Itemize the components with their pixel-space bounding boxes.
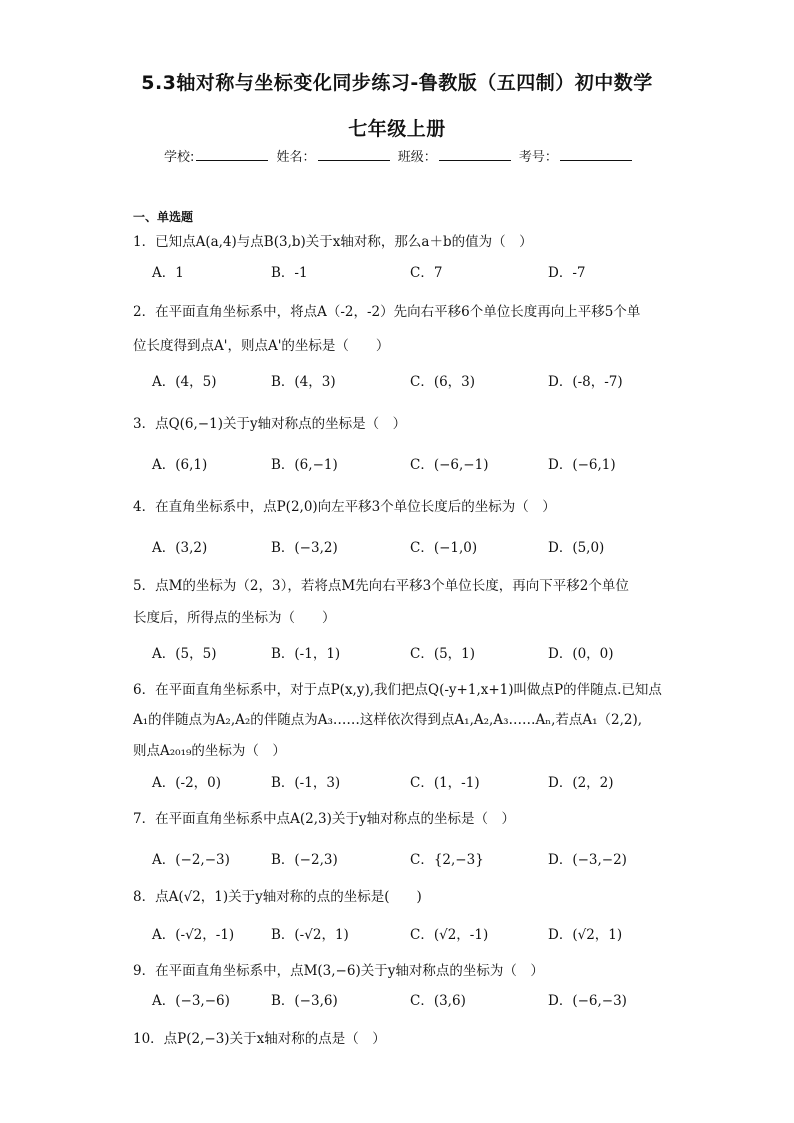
question-6-cont2: 则点A₂₀₁₉的坐标为（ ） [133,743,286,759]
q3-option-d: D．(−6,1) [548,457,616,473]
class-label: 班级： [397,150,437,165]
question-5-cont: 长度后，所得点的坐标为（ ） [133,610,336,626]
q8-option-d: D．(√2，1) [548,927,623,943]
q6-option-a: A．(-2，0) [152,775,222,791]
q8-option-b: B．(-√2，1) [271,927,349,943]
q5-option-d: D．(0，0) [548,646,614,662]
question-3: 3．点Q(6,−1)关于y轴对称点的坐标是（ ） [133,416,407,432]
school-label: 学校: [164,150,195,165]
q9-option-a: A．(−3,−6) [152,993,230,1009]
name-label: 姓名： [276,150,316,165]
page-subtitle: 七年级上册 [348,118,446,140]
q2-option-b: B．(4，3) [271,374,336,390]
q4-option-d: D．(5,0) [548,540,605,556]
q4-option-b: B．(−3,2) [271,540,338,556]
q7-option-d: D．(−3,−2) [548,852,627,868]
question-5: 5．点M的坐标为（2，3），若将点M先向右平移3个单位长度，再向下平移2个单位 [133,578,629,594]
q7-option-c: C．{2,−3} [410,852,484,868]
q6-option-b: B．(-1，3) [271,775,341,791]
q1-option-b: B．-1 [271,265,308,281]
student-info-row [164,146,636,165]
school-blank [196,148,268,161]
q6-option-d: D．(2，2) [548,775,614,791]
q1-option-a: A．1 [152,265,184,281]
q5-option-b: B．(-1，1) [271,646,341,662]
q4-option-a: A．(3,2) [152,540,208,556]
q2-option-a: A．(4，5) [152,374,217,390]
q6-option-c: C．(1，-1) [410,775,480,791]
exam-no-label: 考号： [518,150,558,165]
question-9: 9．在平面直角坐标系中，点M(3,−6)关于y轴对称点的坐标为（ ） [133,963,544,979]
q9-option-c: C．(3,6) [410,993,466,1009]
question-2-cont: 位长度得到点A'，则点A'的坐标是（ ） [133,338,390,354]
q8-option-a: A．(-√2，-1) [152,927,235,943]
question-7: 7．在平面直角坐标系中点A(2,3)关于y轴对称点的坐标是（ ） [133,811,515,827]
question-6: 6．在平面直角坐标系中，对于点P(x,y),我们把点Q(-y+1,x+1)叫做点P的伴随点.已知点 [133,682,662,698]
q3-option-a: A．(6,1) [152,457,208,473]
class-blank [439,148,511,161]
q3-option-c: C．(−6,−1) [410,457,489,473]
q4-option-c: C．(−1,0) [410,540,478,556]
q5-option-c: C．(5，1) [410,646,476,662]
q1-option-c: C．7 [410,265,443,281]
q7-option-a: A．(−2,−3) [152,852,230,868]
q2-option-d: D．(-8，-7) [548,374,623,390]
question-6-cont: A₁的伴随点为A₂,A₂的伴随点为A₃……这样依次得到点A₁,A₂,A₃……Aₙ,若点A₁（2,2), [133,712,643,728]
q8-option-c: C．(√2，-1) [410,927,489,943]
q3-option-b: B．(6,−1) [271,457,338,473]
q9-option-b: B．(−3,6) [271,993,338,1009]
exam-no-blank [560,148,632,161]
question-1: 1．已知点A(a,4)与点B(3,b)关于x轴对称，那么a＋b的值为（ ） [133,234,533,250]
q1-option-d: D．-7 [548,265,586,281]
question-10: 10．点P(2,−3)关于x轴对称的点是（ ） [133,1031,386,1047]
section-heading: 一、单选题 [133,210,194,224]
question-4: 4．在直角坐标系中，点P(2,0)向左平移3个单位长度后的坐标为（ ） [133,499,556,515]
q2-option-c: C．(6，3) [410,374,476,390]
q5-option-a: A．(5，5) [152,646,217,662]
q7-option-b: B．(−2,3) [271,852,338,868]
q9-option-d: D．(−6,−3) [548,993,627,1009]
question-2: 2．在平面直角坐标系中，将点A（-2，-2）先向右平移6个单位长度再向上平移5个单 [133,304,641,320]
name-blank [318,148,390,161]
question-8: 8．点A(√2，1)关于y轴对称的点的坐标是( ) [133,889,422,905]
page-title: 5.3轴对称与坐标变化同步练习-鲁教版（五四制）初中数学 [141,72,653,94]
